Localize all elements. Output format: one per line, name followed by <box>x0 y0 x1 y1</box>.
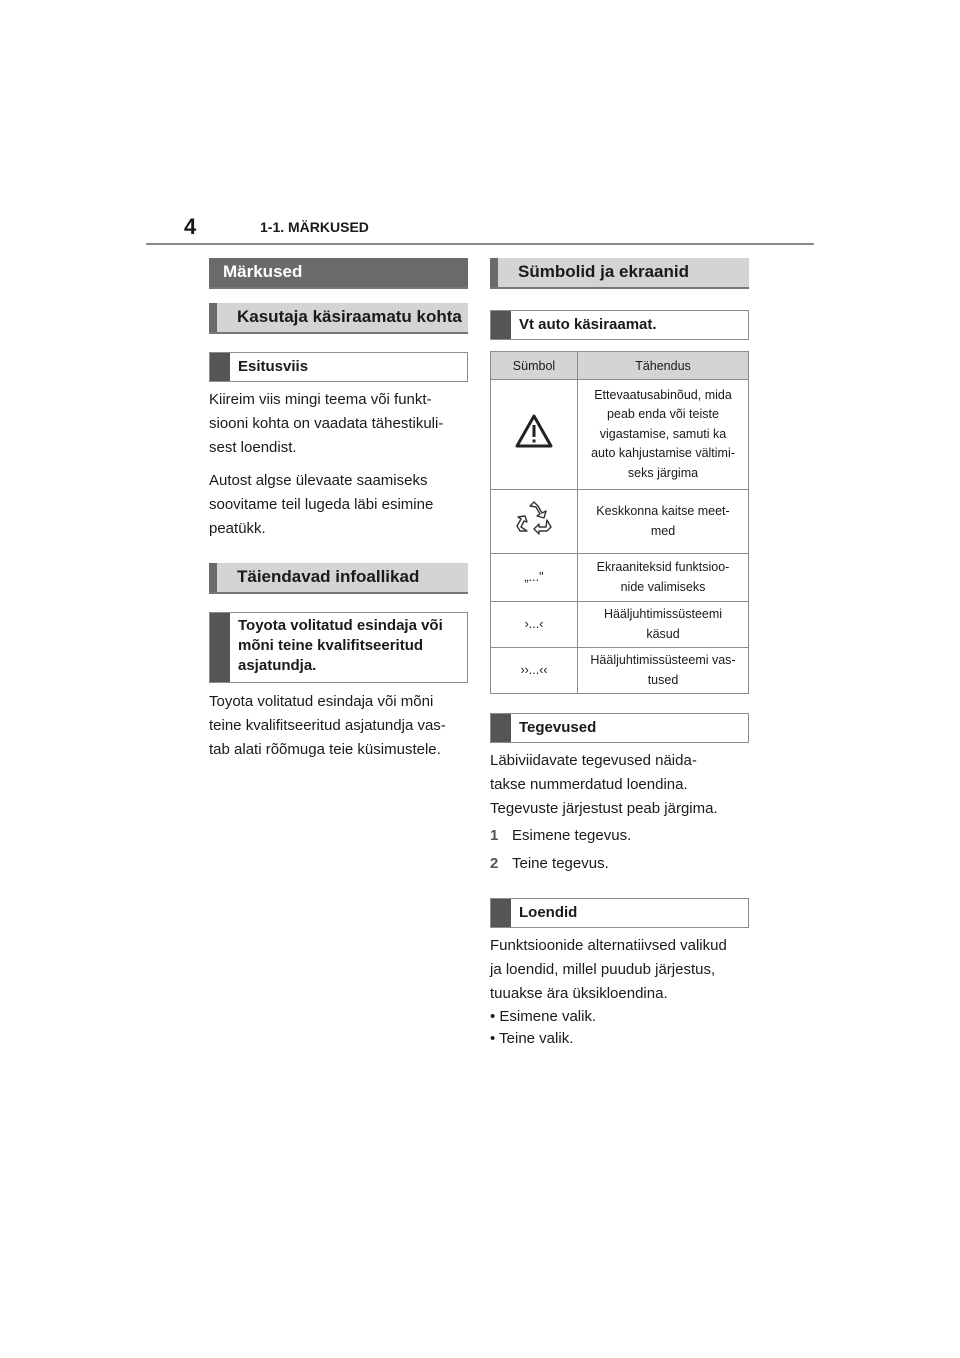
list-item <box>490 824 749 848</box>
cell-line: käsud <box>646 626 680 641</box>
table-row <box>491 490 749 554</box>
list-item: • Teine valik. <box>490 1030 574 1047</box>
text-line: Toyota volitatud esindaja või mõni <box>209 693 434 710</box>
cell-line: tused <box>647 672 679 687</box>
text-line: siooni kohta on vaadata tähestikuli- <box>209 415 444 432</box>
symbol-cell: „..." <box>491 554 578 602</box>
subsection-title-kasutaja: Kasutaja käsiraamatu kohta <box>209 303 468 334</box>
box-line: mõni teine kvalifitseeritud <box>238 637 424 654</box>
table-row <box>491 380 749 490</box>
box-line: Toyota volitatud esindaja või <box>238 617 443 634</box>
subsection-title-sumbolid: Sümbolid ja ekraanid <box>490 258 749 289</box>
meaning-cell <box>578 490 749 554</box>
text-line: Kiireim viis mingi teema või funkt- <box>209 391 432 408</box>
box-loendid: Loendid <box>490 898 749 928</box>
subsection-title-taiendavad: Täiendavad infoallikad <box>209 563 468 594</box>
cell-line: peab enda või teiste <box>607 407 719 422</box>
cell-line: Hääljuhtimissüsteemi <box>603 607 723 621</box>
para-funktsioonide <box>490 934 749 1006</box>
symbol-cell <box>491 490 578 554</box>
table-row <box>491 648 749 694</box>
text-line: takse nummerdatud loendina. <box>490 776 688 793</box>
step-number: 2 <box>490 855 499 872</box>
recycle-icon <box>515 500 553 536</box>
meaning-cell <box>578 554 749 602</box>
symbol-cell <box>491 380 578 490</box>
col-header-meaning: Tähendus <box>578 352 749 380</box>
text-line: tab alati rõõmuga teie küsimustele. <box>209 741 441 758</box>
left-column <box>209 258 468 762</box>
text-line: sest loendist. <box>209 439 297 456</box>
cell-line: Ekraaniteksid funktsioo- <box>596 560 730 574</box>
cell-line: auto kahjustamise vältimi- <box>591 446 735 461</box>
text-line: tuuakse ära üksikloendina. <box>490 985 668 1002</box>
symbol-cell: ››...‹‹ <box>491 648 578 694</box>
para-autost <box>209 469 468 541</box>
para-labiviidavate <box>490 749 749 821</box>
symbol-table <box>490 351 749 694</box>
meaning-cell <box>578 380 749 490</box>
text-line: Läbiviidavate tegevused näida- <box>490 752 697 769</box>
para-toyota <box>209 690 468 762</box>
cell-line: Hääljuhtimissüsteemi vas- <box>590 653 736 667</box>
cell-line: nide valimiseks <box>620 579 706 594</box>
list-item <box>490 852 749 876</box>
table-header-row <box>491 352 749 380</box>
box-esitusviis: Esitusviis <box>209 352 468 382</box>
warning-triangle-icon <box>514 413 554 449</box>
text-line: ja loendid, millel puudub järjestus, <box>490 961 716 978</box>
table-row <box>491 602 749 648</box>
text-line: soovitame teil lugeda läbi esimine <box>209 496 434 513</box>
chapter-title: 1-1. MÄRKUSED <box>260 219 369 235</box>
text-line: Tegevuste järjestust peab järgima. <box>490 800 718 817</box>
page-number: 4 <box>184 214 197 239</box>
step-text: Teine tegevus. <box>512 855 609 872</box>
text-line: teine kvalifitseeritud asjatundja vas- <box>209 717 446 734</box>
col-header-symbol: Sümbol <box>491 352 578 380</box>
text-line: Autost algse ülevaate saamiseks <box>209 472 428 489</box>
cell-line: Ettevaatusabinõud, mida <box>594 387 732 402</box>
box-tegevused: Tegevused <box>490 713 749 743</box>
text-line: Funktsioonide alternatiivsed valikud <box>490 937 727 954</box>
symbol-cell: ›...‹ <box>491 602 578 648</box>
box-line: asjatundja. <box>238 657 317 674</box>
cell-line: vigastamise, samuti ka <box>599 426 727 441</box>
cell-line: med <box>650 523 676 538</box>
step-text: Esimene tegevus. <box>512 827 632 844</box>
para-kiireim <box>209 388 468 460</box>
text-line: peatükk. <box>209 520 266 537</box>
meaning-cell <box>578 648 749 694</box>
meaning-cell <box>578 602 749 648</box>
bullet-text: Teine valik. <box>499 1030 574 1047</box>
box-toyota <box>209 612 468 683</box>
right-column <box>490 258 749 1050</box>
box-vt-auto: Vt auto käsiraamat. <box>490 310 749 340</box>
cell-line: Keskkonna kaitse meet- <box>596 504 730 518</box>
table-row <box>491 554 749 602</box>
header-rule <box>146 243 814 245</box>
list-item: • Esimene valik. <box>490 1008 597 1025</box>
bullet-text: Esimene valik. <box>499 1008 597 1025</box>
section-title-markused: Märkused <box>209 258 468 289</box>
step-number: 1 <box>490 827 499 844</box>
cell-line: seks järgima <box>627 465 699 480</box>
